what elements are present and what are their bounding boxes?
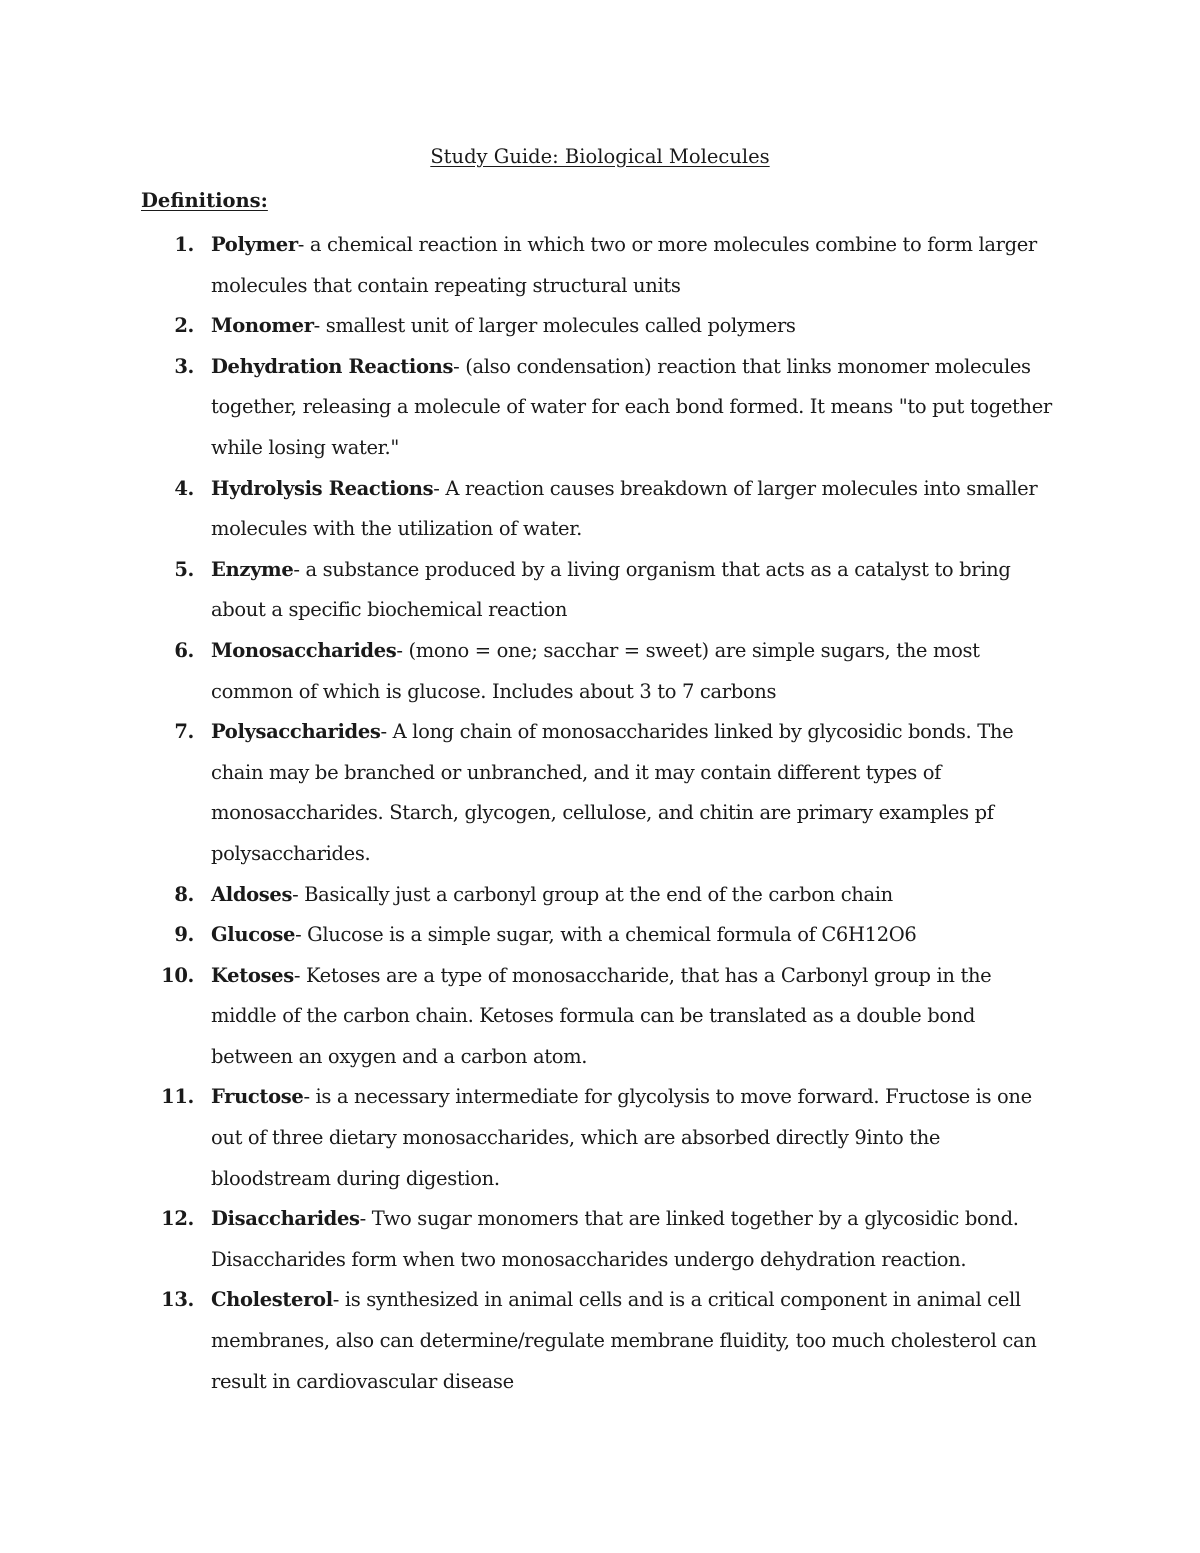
definition-term: Disaccharides xyxy=(211,1207,360,1231)
definition-term: Hydrolysis Reactions xyxy=(211,476,434,500)
definition-term: Monosaccharides xyxy=(211,638,397,662)
item-number: 1. xyxy=(174,233,194,256)
definition-text: - smallest unit of larger molecules called polymers xyxy=(313,314,796,338)
definition-term: Polysaccharides xyxy=(211,720,381,744)
definition-text: - is a necessary intermediate for glycolysis to move forward. Fructose is one out of three dietary monosaccharides, which are absorbed directly 9into the bloodstream during digestion. xyxy=(211,1085,1032,1190)
definition-text: - a chemical reaction in which two or more molecules combine to form larger molecules that contain repeating structural units xyxy=(211,233,1037,297)
definitions-list xyxy=(0,225,1200,1402)
item-number: 12. xyxy=(161,1207,194,1231)
definition-term: Aldoses xyxy=(211,882,293,906)
item-number: 3. xyxy=(174,354,194,378)
definition-term: Monomer xyxy=(211,314,314,338)
definition-term: Fructose xyxy=(211,1085,304,1109)
definition-item xyxy=(0,1280,1061,1402)
item-number: 5. xyxy=(174,557,194,581)
item-number: 10. xyxy=(161,963,194,987)
definition-text: - (mono = one; sacchar = sweet) are simple sugars, the most common of which is glucose. Includes about 3 to 7 carbons xyxy=(211,638,980,703)
item-number: 4. xyxy=(174,476,194,500)
definition-text: - Basically just a carbonyl group at the end of the carbon chain xyxy=(292,882,893,906)
definition-text: - A reaction causes breakdown of larger molecules into smaller molecules with the utilization of water. xyxy=(211,476,1038,541)
definition-term: Polymer xyxy=(211,233,298,256)
definition-text: - Two sugar monomers that are linked together by a glycosidic bond. Disaccharides form when two monosaccharides undergo dehydration reaction. xyxy=(211,1207,1019,1271)
definition-item xyxy=(0,550,1061,631)
definition-item xyxy=(0,306,1061,347)
item-number: 11. xyxy=(161,1085,194,1109)
definition-item xyxy=(0,469,1061,550)
definition-item xyxy=(0,1199,1061,1280)
definition-text: - A long chain of monosaccharides linked by glycosidic bonds. The chain may be branched or unbranched, and it may contain different types of monosaccharides. Starch, glycogen, cellulose, and chitin are primary examples pf polysaccharides. xyxy=(211,720,1014,865)
definition-item xyxy=(0,225,1061,306)
definition-item xyxy=(0,875,1061,916)
definition-item xyxy=(0,915,1061,956)
definition-term: Glucose xyxy=(211,923,296,947)
definition-term: Dehydration Reactions xyxy=(211,354,454,378)
page-title: Study Guide: Biological Molecules xyxy=(430,145,770,168)
definition-item xyxy=(0,956,1061,1078)
item-number: 13. xyxy=(161,1288,194,1312)
definition-item xyxy=(0,1077,1061,1199)
definition-item xyxy=(0,631,1061,712)
definition-item xyxy=(0,712,1061,874)
definition-term: Cholesterol xyxy=(211,1288,333,1312)
definition-text: - (also condensation) reaction that links monomer molecules together, releasing a molecule of water for each bond formed. It means "to put together while losing water." xyxy=(211,354,1052,459)
item-number: 7. xyxy=(174,720,194,744)
definition-term: Enzyme xyxy=(211,557,294,581)
item-number: 8. xyxy=(174,882,194,906)
definition-term: Ketoses xyxy=(211,963,294,987)
definition-text: - is synthesized in animal cells and is a critical component in animal cell membranes, also can determine/regulate membrane fluidity, too much cholesterol can result in cardiovascular disease xyxy=(211,1288,1037,1393)
definition-text: - Glucose is a simple sugar, with a chemical formula of C6H12O6 xyxy=(295,923,917,947)
section-heading-definitions: Definitions: xyxy=(141,189,268,212)
item-number: 9. xyxy=(174,923,194,947)
item-number: 2. xyxy=(174,314,194,338)
definition-item xyxy=(0,347,1061,469)
definition-text: - Ketoses are a type of monosaccharide, that has a Carbonyl group in the middle of the carbon chain. Ketoses formula can be translated as a double bond between an oxygen and a carbon atom. xyxy=(211,963,992,1068)
definition-text: - a substance produced by a living organism that acts as a catalyst to bring about a specific biochemical reaction xyxy=(211,557,1011,622)
item-number: 6. xyxy=(174,638,194,662)
